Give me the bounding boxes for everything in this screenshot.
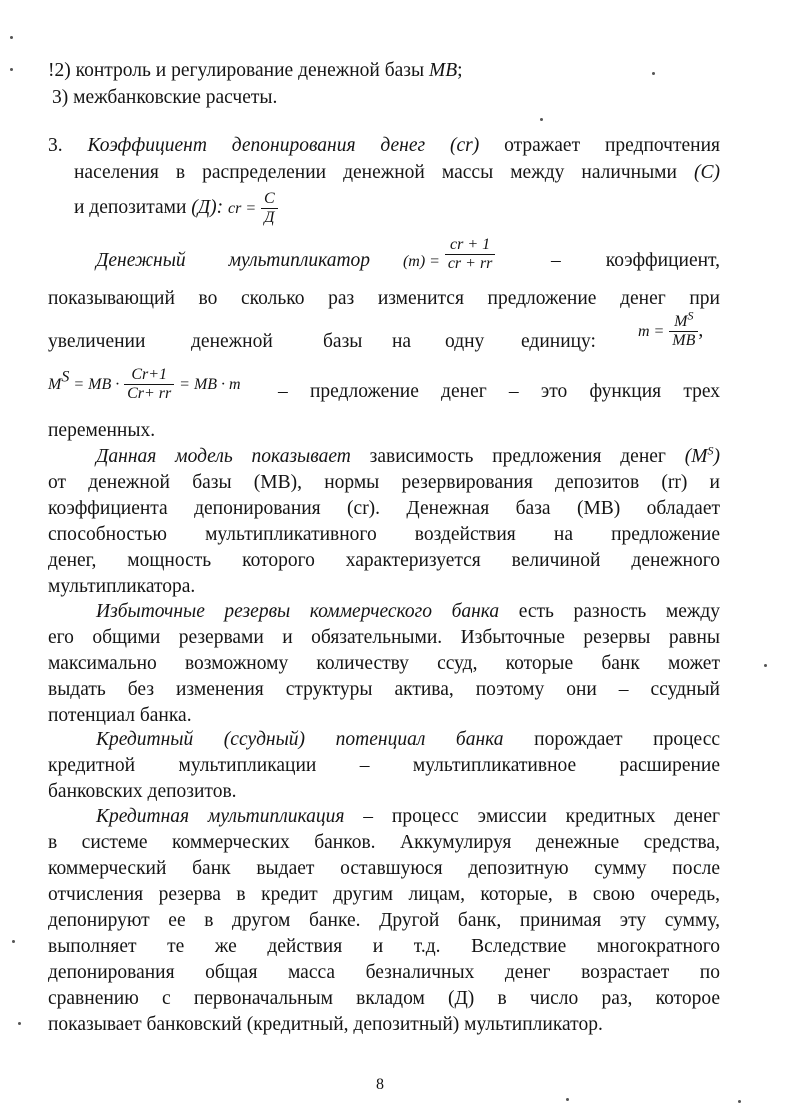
scan-speck: [652, 72, 655, 75]
para4-line1: Кредитная мультипликация – процесс эмиссии кредитных денег: [96, 806, 720, 827]
section3-line3: и депозитами (Д): cr = $\frac{С}{Д}$: [74, 190, 278, 227]
cr-formula: $\frac{С}{Д}$: [261, 190, 278, 227]
multiplier-line2: показывающий во сколько раз изменится предложение денег при: [48, 288, 720, 309]
para4-line6: выполняет те же действия и т.д. Вследствие многократного: [48, 936, 720, 957]
para3-line2: кредитной мультипликации – мультипликативное расширение: [48, 755, 720, 776]
section-term: Коэффициент депонирования денег (cr): [87, 135, 480, 156]
para1-line6: мультипликатора.: [48, 576, 196, 597]
scan-speck: [764, 664, 767, 667]
multiplier-line5: переменных.: [48, 420, 156, 441]
para4-line8: сравнению с первоначальным вкладом (Д) в число раз, которое: [48, 988, 720, 1009]
multiplier-line4: – предложение денег – это функция трех: [278, 381, 720, 402]
scan-speck: [18, 1022, 21, 1025]
scan-speck: [10, 68, 13, 71]
para2-line5: потенциал банка.: [48, 705, 192, 726]
para4-line2: в системе коммерческих банков. Аккумулируя денежные средства,: [48, 832, 720, 853]
scan-speck: [10, 36, 13, 39]
para3-line1: Кредитный (ссудный) потенциал банка порождает процесс: [96, 729, 721, 750]
section3-line1: 3. Коэффициент депонирования денег (cr) отражает предпочтения: [48, 135, 720, 156]
m-formula: $\frac{cr + 1}{cr + rr}$: [445, 236, 496, 273]
para2-line3: максимально возможному количеству ссуд, которые банк может: [48, 653, 720, 674]
section-number: 3.: [48, 135, 63, 156]
list-item-2: !2) контроль и регулирование денежной базы МВ;: [48, 60, 463, 81]
scan-speck: [12, 940, 15, 943]
para1-line1: Данная модель показывает зависимость предложения денег $(М^S)$: [96, 443, 720, 467]
scan-speck: [540, 118, 543, 121]
para4-line5: депонируют ее в другом банке. Другой банк, принимая эту сумму,: [48, 910, 720, 931]
para4-line7: депонирования общая масса безналичных денег возрастает по: [48, 962, 720, 983]
para2-line4: выдать без изменения структуры актива, поэтому они – ссудный: [48, 679, 720, 700]
para4-line4: отчисления резерва в кредит другим лицам, которые, в свою очередь,: [48, 884, 720, 905]
m-ms-formula: m = $\frac{M^S}{MB}$ ,: [638, 308, 704, 349]
scan-speck: [738, 1100, 741, 1103]
para2-line1: Избыточные резервы коммерческого банка есть разность между: [96, 601, 720, 622]
section3-line2: населения в распределении денежной массы между наличными (С): [74, 162, 720, 183]
para4-line3: коммерческий банк выдает оставшуюся депозитную сумму после: [48, 858, 720, 879]
page-number: 8: [376, 1076, 384, 1093]
scan-speck: [566, 1098, 569, 1101]
multiplier-line1: Денежный мультипликатор (m) = $\frac{cr + 1}{cr + rr}$ – коэффициент,: [96, 236, 720, 273]
para1-line2: от денежной базы (МВ), нормы резервирования депозитов (rr) и: [48, 472, 720, 493]
para2-line2: его общими резервами и обязательными. Избыточные резервы равны: [48, 627, 720, 648]
para1-line4: способностью мультипликативного воздействия на предложение: [48, 524, 720, 545]
para1-line3: коэффициента депонирования (cr). Денежная база (МВ) обладает: [48, 498, 720, 519]
para3-line3: банковских депозитов.: [48, 781, 237, 802]
ms-formula: $M^S$ = MB · $\frac{Cr+1}{Cr+ rr}$ = MB · m: [48, 366, 241, 402]
para1-line5: денег, мощность которого характеризуется величиной денежного: [48, 550, 720, 571]
document-page: !2) контроль и регулирование денежной базы МВ; 3) межбанковские расчеты. 3. Коэффициент депонирования денег (cr) отражает предпочтения населения в распределении денежной массы между наличными (С) и депозитами (Д): cr = $\frac{С}{Д}$ Денежный мультипликатор (m) = $\frac{cr + 1}{cr + rr}$ – коэффициент, показывающий во сколько раз изменится предложение денег при увеличении денежной базы на одну единицу: m = $\frac{M^S}{MB}$ , $M^S$ = MB · $\frac{Cr+1}{Cr+ rr}$ = MB · m – предложение денег – это функция трех переменных. Данная модель показывает зависимость предложения денег $(М^S)$ от денежной базы (МВ), нормы резервирования депозитов (rr) и коэффициента депонирования (cr). Денежная база (МВ) обладает способностью мультипликативного воздействия на предложение денег, мощность которого характеризуется величиной денежного мультипликатора. Избыточные резервы коммерческого банка есть разность между его общими резервами и обязательными. Избыточные резервы равны максимально возможному количеству ссуд, которые банк может выдать без изменения структуры актива, поэтому они – ссудный потенциал банка. Кредитный (ссудный) потенциал банка порождает процесс кредитной мультипликации – мультипликативное расширение банковских депозитов. Кредитная мультипликация – процесс эмиссии кредитных денег в системе коммерческих банков. Аккумулируя денежные средства, коммерческий банк выдает оставшуюся депозитную сумму после отчисления резерва в кредит другим лицам, которые, в свою очередь, депонируют ее в другом банке. Другой банк, принимая эту сумму, выполняет те же действия и т.д. Вследствие многократного депонирования общая масса безналичных денег возрастает по сравнению с первоначальным вкладом (Д) в число раз, которое показывает банковский (кредитный, депозитный) мультипликатор. 8: [0, 0, 788, 1106]
list-item-3: 3) межбанковские расчеты.: [52, 87, 278, 108]
para4-line9: показывает банковский (кредитный, депозитный) мультипликатор.: [48, 1014, 603, 1035]
